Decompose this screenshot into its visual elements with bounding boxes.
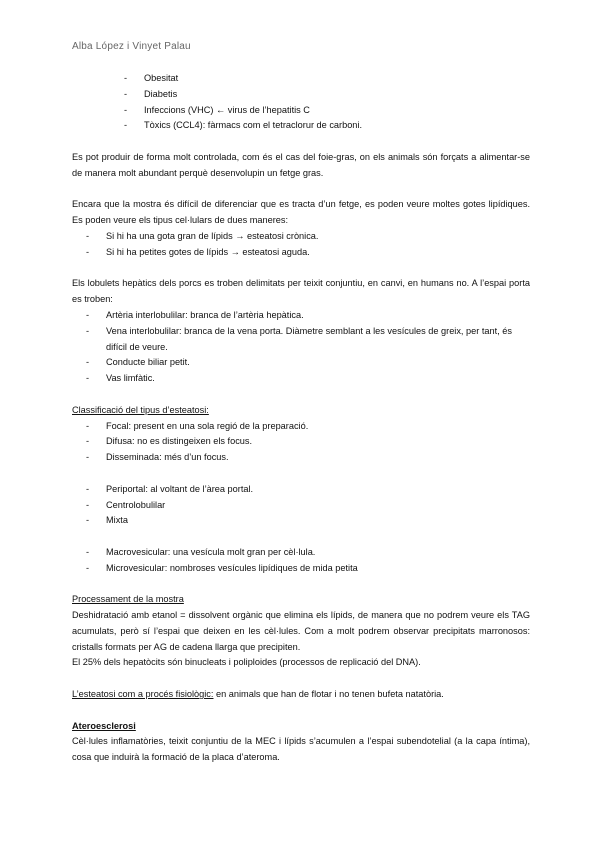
paragraph-processament: Deshidratació amb etanol = dissolvent orgànic que elimina els lípids, de manera que no podrem veure els TAG acumulats, però sí l’espai que deixen en les cèl·lules. Com a molt podrem observar precipitats marronosos: cristalls formats per AG de cadena llarga que precipiten.	[72, 610, 530, 652]
list-item: - Tòxics (CCL4): fàrmacs com el tetraclorur de carboni.	[72, 118, 530, 134]
heading-processament: Processament de la mostra	[72, 594, 184, 605]
paragraph-ateroesclerosi: Cèl·lules inflamatòries, teixit conjuntiu de la MEC i lípids s’acumulen a l’espai subendotelial (a la capa íntima), cosa que induirà la formació de la placa d’ateroma.	[72, 736, 530, 763]
document-body	[72, 71, 530, 766]
paragraph-foie-gras: Es pot produir de forma molt controlada, com és el cas del foie-gras, on els animals són forçats a alimentar-se de manera molt abundant perquè desenvolupin un fetge gras.	[72, 151, 530, 178]
classificacio-list-extent	[72, 419, 530, 466]
list-item: - Obesitat	[72, 71, 530, 87]
paragraph-fisiologic	[72, 687, 530, 703]
list-item: - Vena interlobulilar: branca de la vena porta. Diàmetre semblant a les vesícules de greix, per tant, és difícil de veure.	[72, 324, 530, 356]
heading-classificacio: Classificació del tipus d’esteatosi:	[72, 404, 209, 415]
list-item: - Si hi ha petites gotes de lípids → esteatosi aguda.	[72, 245, 530, 261]
list-item: - Centrolobulilar	[72, 498, 530, 514]
classificacio-list-location	[72, 482, 530, 529]
paragraph-mostra: Encara que la mostra és difícil de diferenciar que es tracta d’un fetge, es poden veure moltes gotes lipídiques. Es poden veure els tipus cel·lulars de dues maneres:	[72, 199, 530, 226]
list-item: - Artèria interlobulilar: branca de l’artèria hepàtica.	[72, 308, 530, 324]
list-item: - Si hi ha una gota gran de lípids → esteatosi crònica.	[72, 229, 530, 245]
list-item: - Difusa: no es distingeixen els focus.	[72, 434, 530, 450]
list-item: - Vas limfàtic.	[72, 371, 530, 387]
list-item: - Mixta	[72, 513, 530, 529]
list-item: - Diabetis	[72, 87, 530, 103]
list-item: - Disseminada: més d’un focus.	[72, 450, 530, 466]
list-item: - Microvesicular: nombroses vesícules lipídiques de mida petita	[72, 561, 530, 577]
gotes-list	[72, 229, 530, 261]
list-item: - Periportal: al voltant de l’àrea portal.	[72, 482, 530, 498]
classificacio-list-size	[72, 545, 530, 577]
fisiologic-text: en animals que han de flotar i no tenen bufeta natatòria.	[213, 689, 444, 700]
page-header: Alba López i Vinyet Palau	[72, 41, 191, 52]
list-item: - Conducte biliar petit.	[72, 355, 530, 371]
espai-porta-list	[72, 308, 530, 387]
fisiologic-label: L’esteatosi com a procés fisiològic:	[72, 689, 214, 700]
paragraph-lobulets: Els lobulets hepàtics dels porcs es troben delimitats per teixit conjuntiu, en canvi, en humans no. A l’espai porta es troben:	[72, 278, 530, 305]
causes-list	[72, 71, 530, 134]
list-item: - Focal: present en una sola regió de la preparació.	[72, 419, 530, 435]
heading-ateroesclerosi: Ateroesclerosi	[72, 720, 136, 731]
list-item: - Infeccions (VHC) ← virus de l’hepatitis C	[72, 103, 530, 119]
list-item: - Macrovesicular: una vesícula molt gran per cèl·lula.	[72, 545, 530, 561]
paragraph-binucleats: El 25% dels hepatòcits són binucleats i poliploides (processos de replicació del DNA).	[72, 657, 421, 668]
